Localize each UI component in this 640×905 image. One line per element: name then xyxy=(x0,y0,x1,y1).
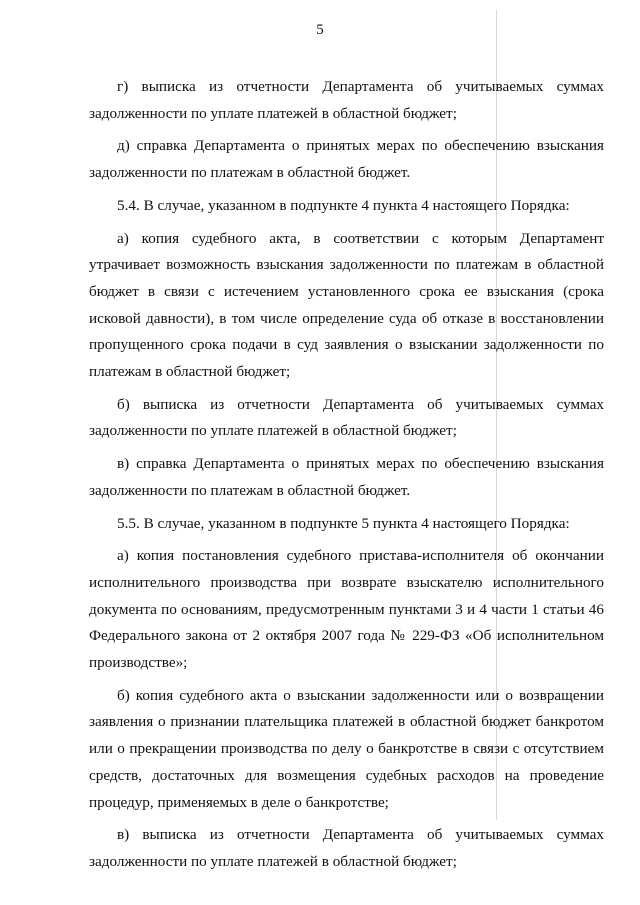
paragraph: б) выписка из отчетности Департамента об учитываемых суммах задолженности по уплате платежей в областной бюджет; xyxy=(89,395,604,440)
paragraph: а) копия постановления судебного пристава-исполнителя об окончании исполнительного производства при возврате взыскателю исполнительного документа по основаниям, предусмотренным пунктами 3 и 4 части 1 статьи 46 Федерального закона от 2 октября 2007 года № 229-ФЗ «Об исполнительном производстве»; xyxy=(89,547,604,672)
paragraph: в) выписка из отчетности Департамента об учитываемых суммах задолженности по уплате платежей в областной бюджет; xyxy=(89,826,604,870)
paragraph: 5.5. В случае, указанном в подпункте 5 пункта 4 настоящего Порядка: xyxy=(117,514,570,532)
paragraph: д) справка Департамента о принятых мерах по обеспечению взыскания задолженности по платежам в областной бюджет. xyxy=(89,137,604,182)
paragraph: а) копия судебного акта, в соответствии с которым Департамент утрачивает возможность взыскания задолженности по платежам в областной бюджет в связи с истечением установленного срока ее взыскания (срока исковой давности), в том числе определение суда об отказе в восстановлении пропущенного срока подачи в суд заявления о взыскании задолженности по платежам в областной бюджет; xyxy=(89,229,604,381)
paragraph: б) копия судебного акта о взыскании задолженности или о возвращении заявления о признании плательщика платежей в областной бюджет банкротом или о прекращении производства по делу о банкротстве в связи с отсутствием средств, достаточных для возмещения судебных расходов на проведение процедур, применяемых в деле о банкротстве; xyxy=(89,686,604,811)
page-number: 5 xyxy=(316,22,324,38)
paragraph: в) справка Департамента о принятых мерах по обеспечению взыскания задолженности по платежам в областной бюджет. xyxy=(89,455,604,499)
document-body xyxy=(89,74,604,876)
paragraph: г) выписка из отчетности Департамента об учитываемых суммах задолженности по уплате платежей в областной бюджет; xyxy=(89,78,604,122)
paragraph: 5.4. В случае, указанном в подпункте 4 пункта 4 настоящего Порядка: xyxy=(117,196,570,214)
